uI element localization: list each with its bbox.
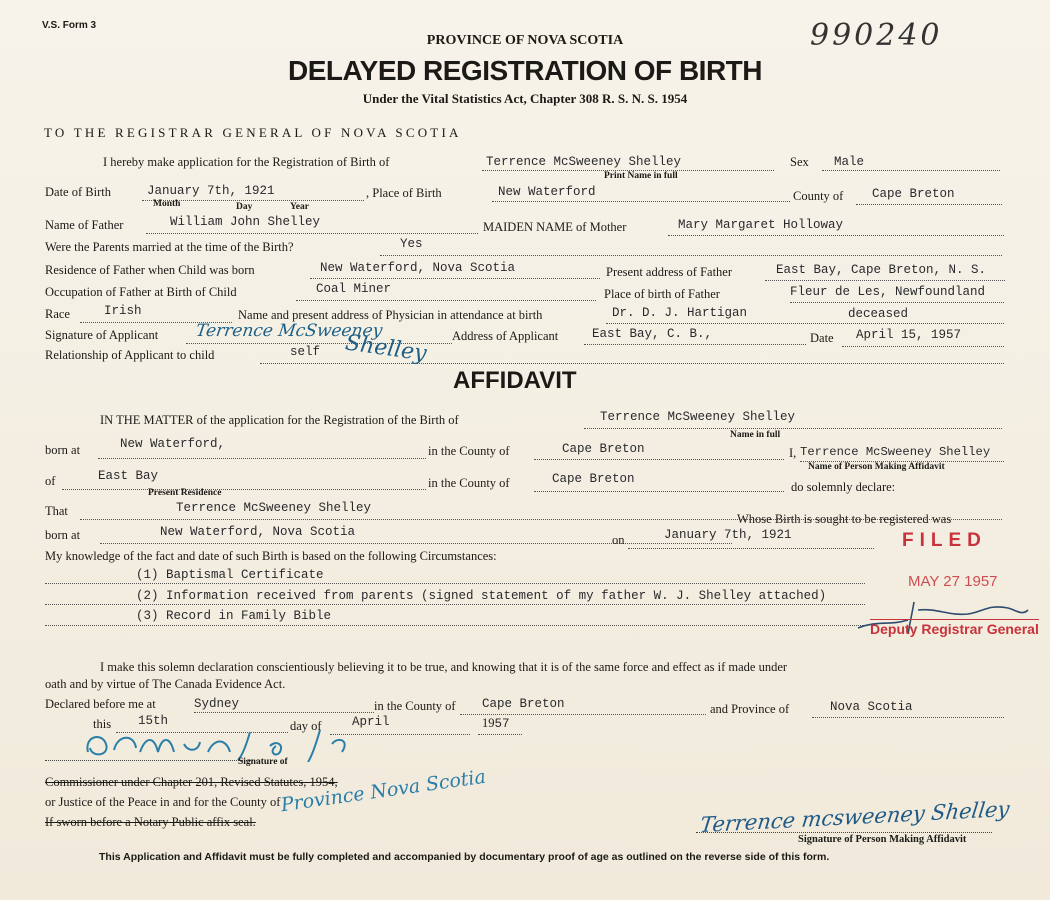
declaration-text-2: oath and by virtue of The Canada Evidence Act. — [45, 677, 286, 691]
label-maiden: MAIDEN NAME of Mother — [483, 220, 627, 234]
born-at-2-value: New Waterford, Nova Scotia — [160, 525, 356, 539]
mother-value: Mary Margaret Holloway — [678, 218, 844, 232]
label-residence: Residence of Father when Child was born — [45, 263, 255, 277]
label-applicant-address: Address of Applicant — [452, 329, 559, 343]
label-sex: Sex — [790, 155, 809, 169]
affidavit-child-name: Terrence McSweeney Shelley — [600, 410, 796, 424]
label-this: this — [93, 717, 112, 731]
label-born-at-2: born at — [45, 528, 81, 542]
child-name: Terrence McSweeney Shelley — [486, 155, 682, 169]
label-in-county-2: in the County of — [428, 476, 510, 490]
present-address-value: East Bay, Cape Breton, N. S. — [776, 263, 987, 277]
stamp-date: MAY 27 1957 — [908, 573, 998, 590]
occupation-value: Coal Miner — [316, 282, 392, 296]
label-physician: Name and present address of Physician in attendance at birth — [238, 308, 543, 322]
label-applicant-signature: Signature of Applicant — [45, 328, 159, 342]
born-at-value: New Waterford, — [120, 437, 226, 451]
serial-number: 990240 — [810, 18, 943, 53]
label-father-birthplace: Place of birth of Father — [604, 287, 720, 301]
label-of: of — [45, 474, 56, 488]
relationship-value: self — [290, 345, 321, 359]
label-father: Name of Father — [45, 218, 124, 232]
label-county: County of — [793, 189, 844, 203]
applicant-address-value: East Bay, C. B., — [592, 327, 713, 341]
label-apply: I hereby make application for the Registration of Birth of — [103, 155, 390, 169]
dob-value: January 7th, 1921 — [147, 184, 275, 198]
residence-of-value: East Bay — [98, 469, 159, 483]
month-value: April — [352, 715, 390, 729]
year-suffix: 57 — [494, 717, 510, 731]
label-occupation: Occupation of Father at Birth of Child — [45, 285, 237, 299]
label-name-in-full: Name in full — [730, 430, 781, 440]
label-declared-at: Declared before me at — [45, 697, 156, 711]
deputy-registrar-stamp: Deputy Registrar General — [870, 621, 1039, 637]
label-date: Date — [810, 331, 834, 345]
label-matter: IN THE MATTER of the application for the Registration of the Birth of — [100, 413, 459, 427]
race-value: Irish — [104, 304, 142, 318]
on-value: January 7th, 1921 — [664, 528, 792, 542]
affiant-signature: Terrence mcsweeney Shelley — [698, 796, 1011, 838]
label-in-county-1: in the County of — [428, 444, 510, 458]
father-birthplace-value: Fleur de Les, Newfoundland — [790, 285, 986, 299]
applicant-signature: Terrence McSweeney — [194, 321, 384, 341]
label-relationship: Relationship of Applicant to child — [45, 348, 215, 362]
commissioner-line-1: Commissioner under Chapter 201, Revised Statutes, 1954, — [45, 775, 338, 789]
county-value-3: Cape Breton — [482, 697, 565, 711]
label-dob: Date of Birth — [45, 185, 111, 199]
province-value: Nova Scotia — [830, 700, 913, 714]
label-day: Day — [236, 202, 253, 212]
label-born-at: born at — [45, 443, 81, 457]
label-place: , Place of Birth — [366, 186, 442, 200]
declared-at-value: Sydney — [194, 697, 240, 711]
footer-note: This Application and Affidavit must be fully completed and accompanied by documentary proof of age as outlined on the reverse side of this form. — [99, 851, 830, 863]
county-value-2: Cape Breton — [552, 472, 635, 486]
county-value-1: Cape Breton — [562, 442, 645, 456]
married-value: Yes — [400, 237, 423, 251]
physician-note: deceased — [848, 307, 909, 321]
day-value: 15th — [138, 714, 169, 728]
label-signature-person: Signature of Person Making Affidavit — [798, 834, 967, 845]
label-knowledge: My knowledge of the fact and date of such Birth is based on the following Circumstances: — [45, 549, 497, 563]
label-in-county-3: in the County of — [374, 699, 456, 713]
that-value: Terrence McSweeney Shelley — [176, 501, 372, 515]
label-declarant: Name of Person Making Affidavit — [808, 462, 945, 472]
year-value — [482, 716, 510, 731]
commissioner-signature — [80, 722, 410, 762]
county-value: Cape Breton — [872, 187, 955, 201]
residence-value: New Waterford, Nova Scotia — [320, 261, 516, 275]
commissioner-line-2: or Justice of the Peace in and for the County of — [45, 795, 281, 809]
label-married: Were the Parents married at the time of the Birth? — [45, 240, 294, 254]
label-province: and Province of — [710, 702, 790, 716]
label-solemnly-declare: do solemnly declare: — [791, 480, 896, 494]
addressee: TO THE REGISTRAR GENERAL OF NOVA SCOTIA — [44, 125, 462, 140]
affidavit-title: AFFIDAVIT — [453, 367, 577, 394]
label-month: Month — [153, 199, 181, 209]
circumstance-2: (2) Information received from parents (signed statement of my father W. J. Shelley attached) — [136, 589, 827, 603]
date-value: April 15, 1957 — [856, 328, 962, 342]
label-print-name: Print Name in full — [604, 171, 678, 181]
form-code: V.S. Form 3 — [42, 20, 97, 31]
declarant-name: Terrence McSweeney Shelley — [800, 445, 991, 459]
label-whose-birth: Whose Birth is sought to be registered was — [737, 512, 952, 526]
place-value: New Waterford — [498, 185, 596, 199]
sex-value: Male — [834, 155, 865, 169]
label-present-address: Present address of Father — [606, 265, 733, 279]
father-value: William John Shelley — [170, 215, 321, 229]
label-that: That — [45, 504, 68, 518]
circumstance-3: (3) Record in Family Bible — [136, 609, 332, 623]
label-year: Year — [290, 202, 309, 212]
circumstance-1: (1) Baptismal Certificate — [136, 568, 324, 582]
label-present-residence: Present Residence — [148, 488, 222, 498]
province-heading: PROVINCE OF NOVA SCOTIA — [426, 33, 624, 48]
label-signature-of: Signature of — [238, 757, 288, 767]
commissioner-line-3: If sworn before a Notary Public affix seal. — [45, 815, 256, 829]
label-race: Race — [45, 307, 70, 321]
label-on: on — [612, 533, 625, 547]
commissioner-jurisdiction: Province Nova Scotia — [279, 765, 488, 817]
label-i: I, — [789, 446, 797, 460]
page-title: DELAYED REGISTRATION OF BIRTH — [288, 55, 762, 86]
applicant-signature-surname: Shelley — [343, 330, 429, 367]
page-subtitle: Under the Vital Statistics Act, Chapter 308 R. S. N. S. 1954 — [362, 91, 688, 106]
year-prefix: 19 — [482, 716, 495, 730]
label-day-of: day of — [290, 719, 322, 733]
filed-stamp: FILED — [902, 530, 987, 551]
physician-value: Dr. D. J. Hartigan — [612, 306, 748, 320]
declaration-text-1: I make this solemn declaration conscientiously believing it to be true, and knowing that it is of the same force and effect as if made under — [100, 660, 788, 674]
